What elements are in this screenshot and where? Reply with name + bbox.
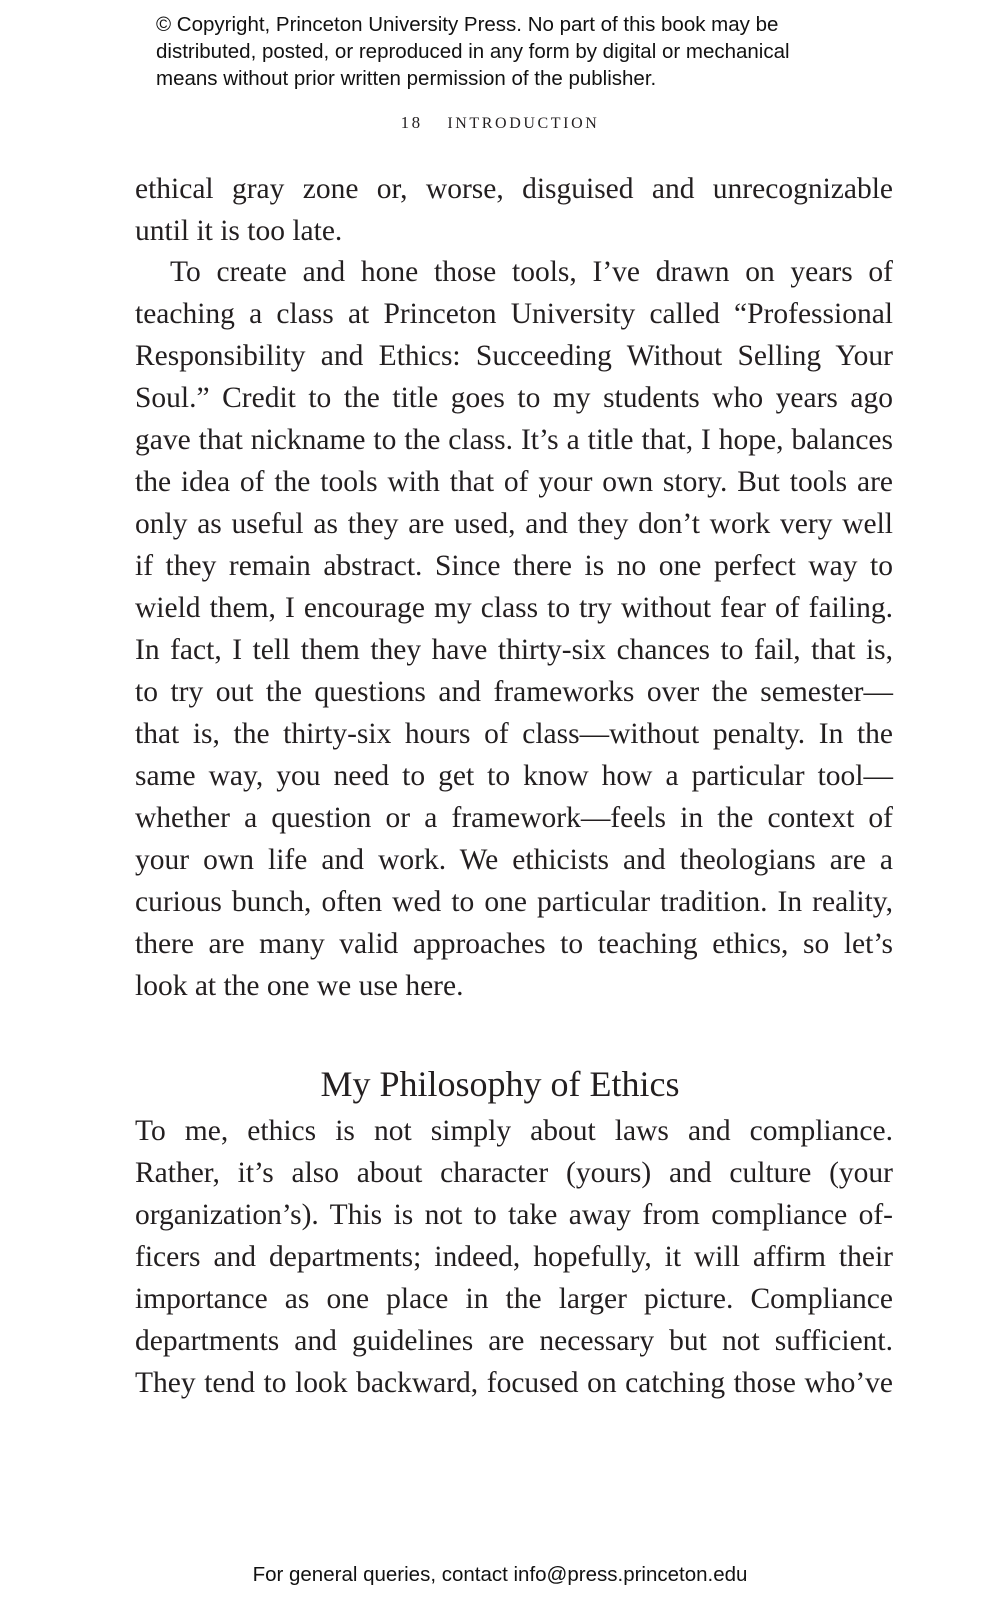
section-title: INTRODUCTION <box>447 115 600 132</box>
text-line: there are many valid approaches to teaching ethics, so let’s <box>135 928 893 960</box>
text-line: wield them, I encourage my class to try without fear of failing. <box>135 592 893 624</box>
text-line: To create and hone those tools, I’ve drawn on years of <box>170 256 893 288</box>
paragraph-philosophy <box>135 1110 893 1404</box>
text-line: the idea of the tools with that of your own story. But tools are <box>135 466 893 498</box>
text-line: organization’s). This is not to take away from compliance of- <box>135 1199 893 1231</box>
text-line: They tend to look backward, focused on catching those who’ve <box>135 1367 893 1399</box>
text-line: To me, ethics is not simply about laws and compliance. <box>135 1115 893 1147</box>
footer-contact: For general queries, contact info@press.princeton.edu <box>252 1563 748 1586</box>
paragraph-tools <box>135 251 893 1007</box>
section-heading: My Philosophy of Ethics <box>320 1064 680 1104</box>
copyright-line: means without prior written permission of the publisher. <box>156 67 657 90</box>
text-line: teaching a class at Princeton University called “Professional <box>135 298 893 330</box>
text-line: look at the one we use here. <box>135 970 464 1002</box>
copyright-line: distributed, posted, or reproduced in any form by digital or mechanical <box>156 40 790 63</box>
text-line: ficers and departments; indeed, hopefully, it will affirm their <box>135 1241 893 1273</box>
text-line: In fact, I tell them they have thirty-six chances to fail, that is, <box>135 634 893 666</box>
text-line: curious bunch, often wed to one particular tradition. In reality, <box>135 886 893 918</box>
text-line: departments and guidelines are necessary but not sufficient. <box>135 1325 893 1357</box>
copyright-notice <box>156 11 896 92</box>
copyright-line: © Copyright, Princeton University Press. No part of this book may be <box>156 13 779 36</box>
text-line: Responsibility and Ethics: Succeeding Without Selling Your <box>135 340 893 372</box>
text-line: until it is too late. <box>135 215 343 247</box>
text-line: Rather, it’s also about character (yours) and culture (your <box>135 1157 893 1189</box>
text-line: if they remain abstract. Since there is no one perfect way to <box>135 550 893 582</box>
page-number: 18 <box>400 113 423 132</box>
text-line: only as useful as they are used, and they don’t work very well <box>135 508 893 540</box>
text-line: ethical gray zone or, worse, disguised and unrecognizable <box>135 173 893 205</box>
running-head <box>0 113 1000 133</box>
paragraph-continuation <box>135 168 893 252</box>
text-line: your own life and work. We ethicists and theologians are a <box>135 844 893 876</box>
text-line: same way, you need to get to know how a particular tool— <box>135 760 893 792</box>
text-line: whether a question or a framework—feels in the context of <box>135 802 893 834</box>
text-line: gave that nickname to the class. It’s a title that, I hope, balances <box>135 424 893 456</box>
text-line: Soul.” Credit to the title goes to my students who years ago <box>135 382 893 414</box>
text-line: to try out the questions and frameworks over the semester— <box>135 676 893 708</box>
text-line: importance as one place in the larger picture. Compliance <box>135 1283 893 1315</box>
text-line: that is, the thirty-six hours of class—without penalty. In the <box>135 718 893 750</box>
